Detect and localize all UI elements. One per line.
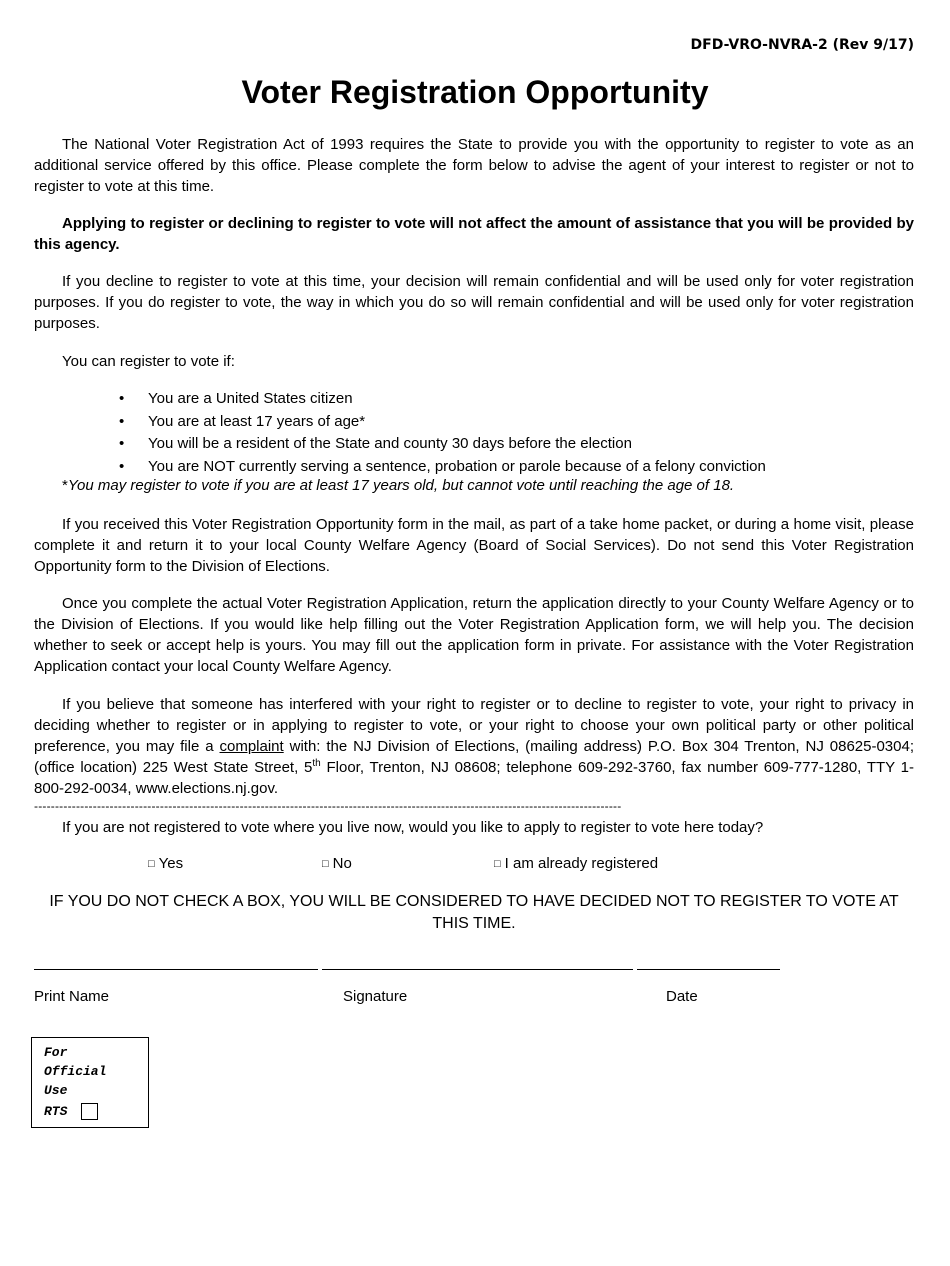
signature-label: Signature bbox=[343, 988, 408, 1005]
footnote-text: You may register to vote if you are at least 17 years old, but cannot vote until reaching the age of 18. bbox=[67, 477, 735, 494]
no-check-warning: IF YOU DO NOT CHECK A BOX, YOU WILL BE CONSIDERED TO HAVE DECIDED NOT TO REGISTER TO VOTE AT THIS TIME. bbox=[49, 893, 899, 932]
floor-superscript: th bbox=[312, 758, 321, 769]
intro-paragraph: The National Voter Registration Act of 1993 requires the State to provide you with the opportunity to register to vote as an additional service offered by this office. Please complete the form below to advise the agent of your interest to register or not to register to vote at this time. bbox=[34, 136, 914, 195]
complaint-link: complaint bbox=[219, 738, 284, 755]
official-use-line-2: Official bbox=[44, 1064, 107, 1079]
rts-checkbox[interactable] bbox=[81, 1103, 98, 1120]
list-item: • You are NOT currently serving a sentence, probation or parole because of a felony conviction bbox=[34, 456, 914, 479]
print-name-label: Print Name bbox=[34, 988, 110, 1005]
return-form-paragraph: If you received this Voter Registration Opportunity form in the mail, as part of a take home packet, or during a home visit, please complete it and return it to your local County Welfare Agency (Board of Social Services). Do not send this Voter Registration Opportunity form to the Division of Elections. bbox=[34, 516, 914, 575]
list-item: • You are at least 17 years of age* bbox=[34, 411, 914, 434]
option-no[interactable] bbox=[322, 855, 352, 872]
official-use-line-3: Use bbox=[44, 1083, 68, 1098]
option-already-registered[interactable] bbox=[494, 855, 658, 872]
print-name-line[interactable] bbox=[34, 957, 318, 970]
page-title: Voter Registration Opportunity bbox=[241, 74, 709, 110]
assistance-notice: Applying to register or declining to register to vote will not affect the amount of assistance that you will be provided by this agency. bbox=[34, 215, 914, 253]
form-id: DFD-VRO-NVRA-2 (Rev 9/17) bbox=[690, 37, 914, 53]
list-item: • You are a United States citizen bbox=[34, 388, 914, 411]
registration-question: If you are not registered to vote where you live now, would you like to apply to register to vote here today? bbox=[62, 819, 764, 836]
date-label: Date bbox=[666, 988, 698, 1005]
official-use-box bbox=[31, 1037, 149, 1128]
option-yes-label: Yes bbox=[158, 855, 184, 872]
option-yes[interactable] bbox=[148, 855, 183, 872]
option-already-label: I am already registered bbox=[504, 855, 659, 872]
checkbox-icon[interactable]: □ bbox=[322, 858, 329, 870]
eligibility-list bbox=[34, 388, 914, 478]
rts-label: RTS bbox=[44, 1104, 68, 1119]
complaint-text-1: If you believe that someone has interfered with your right to register or to decline to register to vote, your right to privacy in deciding whether to register or in applying to register to vote, or your right to choose your own political party or other political preference, you may file a bbox=[34, 696, 914, 755]
complaint-text-3: Floor, Trenton, NJ 08608; telephone 609-292-3760, fax number 609-777-1280, TTY 1-800-292-0034, www.elections.nj.gov. bbox=[34, 759, 914, 797]
application-help-paragraph: Once you complete the actual Voter Registration Application, return the application directly to your County Welfare Agency or to the Division of Elections. If you would like help filling out the Voter Registration Application form, we will help you. The decision whether to seek or accept help is yours. You may fill out the application form in private. For assistance with the Voter Registration Application contact your local County Welfare Agency. bbox=[34, 595, 914, 675]
cut-line: -------------------------------------------------------------------------------------------------------------------------------------------- bbox=[34, 799, 622, 813]
checkbox-icon[interactable]: □ bbox=[148, 858, 155, 870]
eligibility-lead: You can register to vote if: bbox=[62, 353, 235, 370]
signature-line[interactable] bbox=[322, 957, 633, 970]
official-use-line-1: For bbox=[44, 1045, 68, 1060]
rts-row bbox=[44, 1102, 148, 1121]
confidentiality-paragraph: If you decline to register to vote at this time, your decision will remain confidential and will be used only for voter registration purposes. If you do register to vote, the way in which you do so will remain confidential and will be used only for voter registration purposes. bbox=[34, 273, 914, 332]
date-line[interactable] bbox=[637, 957, 780, 970]
age-footnote bbox=[62, 477, 734, 494]
option-no-label: No bbox=[332, 855, 352, 872]
complaint-text-2: with: the NJ Division of Elections, (mailing address) P.O. Box 304 Trenton, NJ 08625-0304; (office location) 225 West State Street, 5 bbox=[34, 738, 915, 776]
complaint-paragraph bbox=[34, 694, 914, 799]
list-item: • You will be a resident of the State and county 30 days before the election bbox=[34, 433, 914, 456]
checkbox-icon[interactable]: □ bbox=[494, 858, 501, 870]
footnote-marker: * bbox=[62, 477, 68, 494]
